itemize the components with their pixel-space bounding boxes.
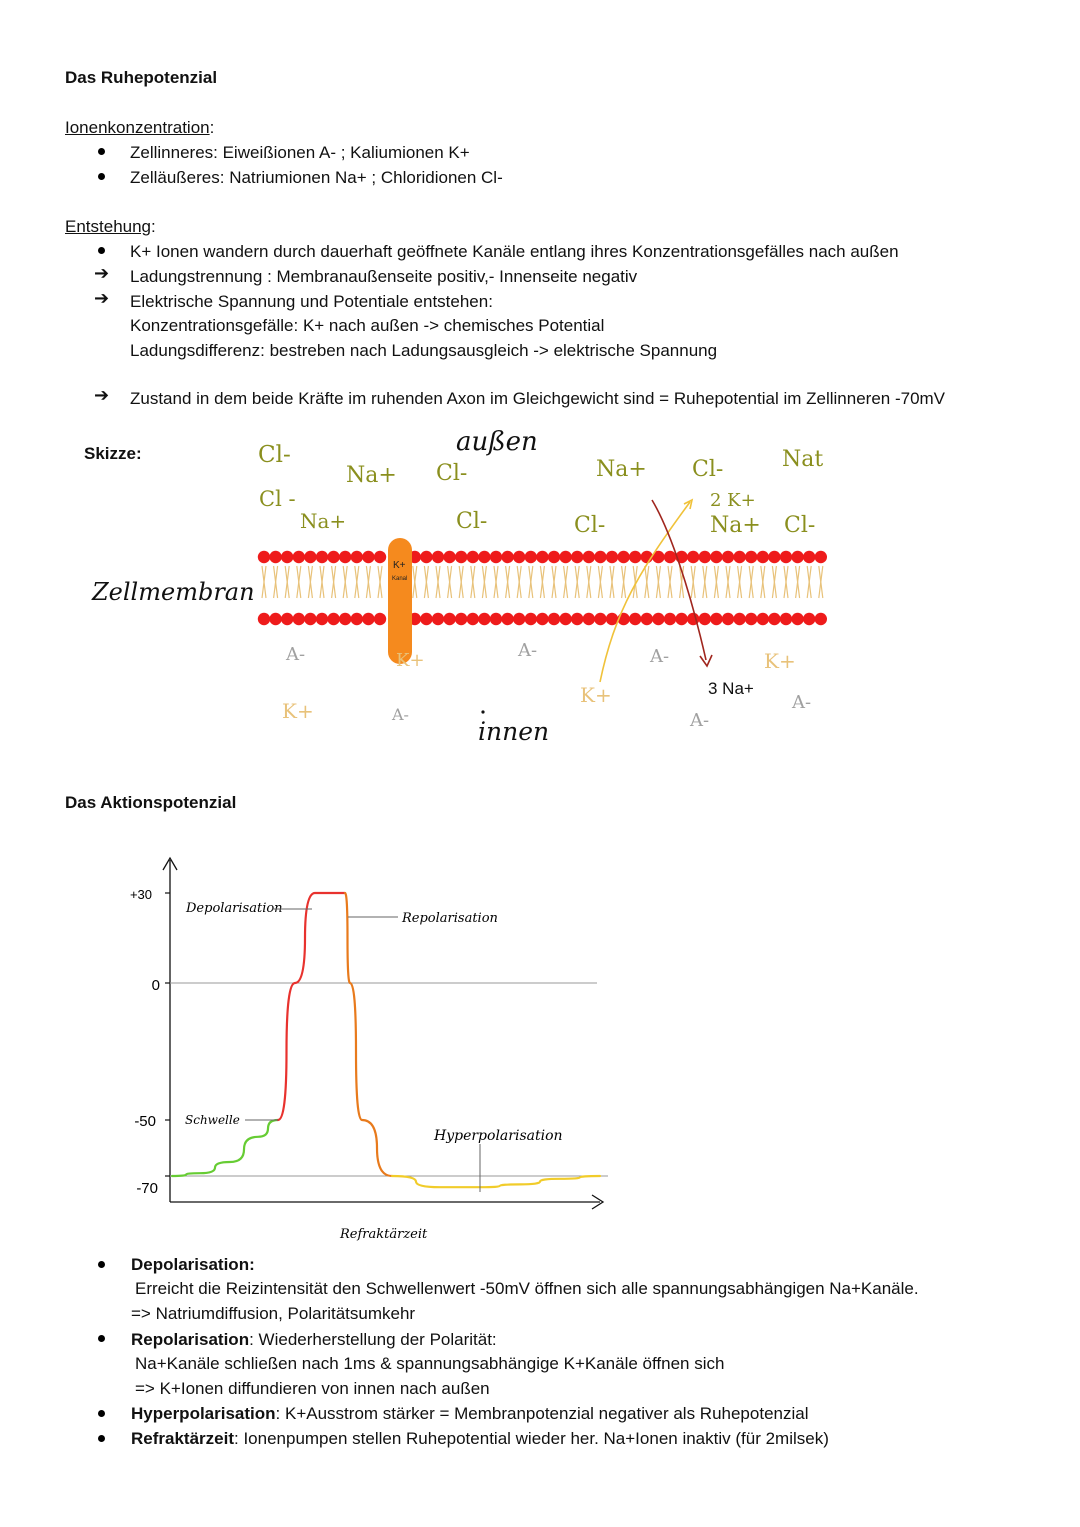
lipid-tail [774,566,776,598]
lipid-head [304,551,316,563]
lipid-tail [600,566,602,598]
lipid-tail [728,566,730,598]
lipid-tail [519,566,521,598]
lipid-head [420,613,432,625]
lipid-head [710,613,722,625]
lipid-tail [531,566,533,598]
lipid-tail [763,566,765,598]
na-out-arrow [652,500,706,660]
lipid-head [815,613,827,625]
ion-inside: A- [792,692,812,713]
refrakt-rest: : Ionenpumpen stellen Ruhepotential wieder her. Na+Ionen inaktiv (für 2milsek) [234,1429,829,1448]
lipid-head [710,551,722,563]
aussen-label: außen [456,427,538,457]
ion-outside: Cl - [259,487,296,511]
lipid-head [606,551,618,563]
lipid-head [652,613,664,625]
lipid-tail [368,566,370,598]
lipid-head [339,551,351,563]
lipid-tail [647,566,649,598]
lipid-tail [670,566,672,598]
lipid-tail [380,566,382,598]
lipid-head [269,613,281,625]
hyper-bullet [131,1402,808,1427]
depol-line: => Natriumdiffusion, Polaritätsumkehr [131,1304,416,1323]
bullet-dot [98,1261,105,1268]
bullet-dot [98,1335,105,1342]
lipid-head [664,551,676,563]
lipid-tail [357,566,359,598]
ionen-item: Zellinneres: Eiweißionen A- ; Kaliumionen K+ [130,143,470,162]
depol-title [131,1253,255,1278]
ion-outside: Na+ [300,509,347,533]
ion-inside: K+ [580,683,612,707]
y-tick-label: -50 [134,1113,156,1130]
lipid-head [559,613,571,625]
lipid-tail [299,566,301,598]
lipid-tail [554,566,556,598]
lipid-head [281,551,293,563]
k-channel [388,538,412,664]
lipid-tail [345,566,347,598]
lipid-head [594,613,606,625]
bullet-dot [98,173,105,180]
repol-line: Na+Kanäle schließen nach 1ms & spannungsabhängige K+Kanäle öffnen sich [135,1354,725,1373]
lipid-head [664,613,676,625]
lipid-head [768,613,780,625]
ion-inside: A- [650,646,670,667]
lipid-tail [484,566,486,598]
lipid-head [791,613,803,625]
arrow-right-icon: ➔ [94,288,110,308]
lipid-head [699,551,711,563]
lipid-tail [426,566,428,598]
lipid-head [362,551,374,563]
innen-label: innen [478,717,550,746]
curve-segment-repolarisation [345,893,392,1176]
lipid-tail [740,566,742,598]
lipid-head [675,613,687,625]
lipid-head [722,613,734,625]
lipid-head [571,613,583,625]
lipid-head [583,613,595,625]
lipid-tail [612,566,614,598]
y-tick-label: -70 [136,1180,158,1197]
repolarisation-label: Repolarisation [402,911,498,926]
lipid-tail [438,566,440,598]
lipid-head [443,613,455,625]
ion-inside: A- [690,710,710,731]
hyper-title-text: Hyperpolarisation [131,1404,276,1423]
lipid-head [525,551,537,563]
ionen-heading: Ionenkonzentration: [65,118,215,137]
lipid-head [327,613,339,625]
entstehung-item: Ladungstrennung : Membranaußenseite positiv,- Innenseite negativ [130,267,638,286]
entstehung-item: Elektrische Spannung und Potentiale entstehen: [130,292,493,311]
lipid-head [629,551,641,563]
lipid-head [629,613,641,625]
lipid-tail [821,566,823,598]
lipid-tail [798,566,800,598]
lipid-tail [786,566,788,598]
lipid-head [745,551,757,563]
lipid-head [733,551,745,563]
lipid-tail [310,566,312,598]
lipid-head [374,551,386,563]
ion-outside: Cl- [258,442,291,468]
lipid-tail [276,566,278,598]
lipid-tail [658,566,660,598]
lipid-head [803,551,815,563]
lipid-head [757,613,769,625]
ion-outside: Na+ [596,457,647,482]
lipid-head [467,613,479,625]
arrow-right-icon: ➔ [94,263,110,283]
lipid-head [699,613,711,625]
refraktaer-label: Refraktärzeit [340,1227,428,1242]
lipid-head [258,551,270,563]
lipid-head [571,551,583,563]
lipid-head [351,613,363,625]
lipid-head [594,551,606,563]
ion-outside: Cl- [574,513,606,538]
bullet-dot [98,1410,105,1417]
skizze-label: Skizze: [84,444,142,463]
lipid-head [478,551,490,563]
entstehung-heading-text: Entstehung [65,217,152,236]
lipid-head [455,613,467,625]
ion-inside: K+ [396,650,425,671]
action-potential-chart [0,840,1080,1250]
lipid-head [536,613,548,625]
k-channel-label: K+ [393,560,406,571]
lipid-head [478,613,490,625]
ion-inside: A- [286,644,306,665]
bullet-dot [98,247,105,254]
ion-inside: K+ [764,649,796,673]
repol-line: => K+Ionen diffundieren von innen nach außen [135,1379,490,1398]
bullet-dot [98,148,105,155]
entstehung-item: Konzentrationsgefälle: K+ nach außen -> chemisches Potential [130,316,605,335]
lipid-head [768,551,780,563]
lipid-head [722,551,734,563]
innen-dot [481,710,484,713]
lipid-tail [809,566,811,598]
lipid-head [351,551,363,563]
ion-inside: A- [392,705,409,724]
refrakt-title-text: Refraktärzeit [131,1429,234,1448]
bullet-dot [98,1435,105,1442]
lipid-tail [450,566,452,598]
y-tick-label: 0 [151,977,160,994]
membrane-bilayer [258,538,827,664]
y-tick-label: +30 [129,887,152,902]
lipid-head [316,613,328,625]
lipid-tail [496,566,498,598]
zellmembran-label: Zellmembran [92,578,255,606]
lipid-head [374,613,386,625]
lipid-head [432,613,444,625]
ion-outside: Na+ [710,513,761,538]
lipid-tail [473,566,475,598]
ion-outside: Cl- [692,457,724,482]
ion-inside: 3 Na+ [708,679,754,698]
lipid-head [525,613,537,625]
entstehung-heading: Entstehung: [65,217,156,236]
lipid-head [583,551,595,563]
curve-segment-rest [172,1120,278,1176]
lipid-head [536,551,548,563]
lipid-head [432,551,444,563]
lipid-head [548,551,560,563]
entstehung-item: K+ Ionen wandern durch dauerhaft geöffnete Kanäle entlang ihres Konzentrationsgefälles nach außen [130,242,899,261]
ion-outside: Cl- [456,509,488,534]
lipid-head [780,613,792,625]
curve-segment-hyperpolarisation [392,1176,600,1187]
lipid-tail [334,566,336,598]
lipid-head [548,613,560,625]
lipid-head [490,551,502,563]
hyper-rest: : K+Ausstrom stärker = Membranpotenzial negativer als Ruhepotenzial [275,1404,809,1423]
arrow-right-icon: ➔ [94,385,110,405]
lipid-tail [705,566,707,598]
lipid-head [467,551,479,563]
ion-outside: Nat [782,447,824,472]
schwelle-label: Schwelle [185,1113,240,1127]
lipid-head [420,551,432,563]
lipid-tail [693,566,695,598]
lipid-head [803,613,815,625]
lipid-head [339,613,351,625]
refrakt-bullet [131,1427,829,1452]
lipid-tail [566,566,568,598]
ion-outside: 2 K+ [710,490,756,511]
ruhe-title: Das Ruhepotenzial [65,68,218,87]
ionen-heading-text: Ionenkonzentration [65,118,210,137]
repol-title-text: Repolarisation [131,1330,250,1349]
hyper-label: Hyperpolarisation [434,1128,563,1144]
lipid-tail [415,566,417,598]
lipid-head [745,613,757,625]
k-channel-label: Kanal [392,576,408,582]
ionen-item: Zelläußeres: Natriumionen Na+ ; Chloridionen Cl- [130,168,503,187]
lipid-tail [589,566,591,598]
curve-segment-depolarisation [278,893,345,1120]
lipid-head [791,551,803,563]
repol-rest: : Wiederherstellung der Polarität: [249,1330,497,1349]
ion-inside: A- [518,640,538,661]
zustand-text: Zustand in dem beide Kräfte im ruhenden Axon im Gleichgewicht sind = Ruhepotential im Zellinneren -70mV [130,389,946,408]
lipid-tail [264,566,266,598]
lipid-head [501,613,513,625]
aktion-title: Das Aktionspotenzial [65,793,237,812]
lipid-head [327,551,339,563]
lipid-head [269,551,281,563]
repol-title [131,1328,497,1353]
lipid-tail [577,566,579,598]
lipid-tail [751,566,753,598]
lipid-head [293,613,305,625]
lipid-head [757,551,769,563]
lipid-head [687,551,699,563]
ion-outside: Na+ [346,463,397,488]
depolarisation-label: Depolarisation [186,901,283,916]
lipid-head [617,551,629,563]
lipid-head [559,551,571,563]
lipid-tail [322,566,324,598]
lipid-tail [542,566,544,598]
lipid-head [258,613,270,625]
ion-outside: Cl- [784,513,816,538]
lipid-head [780,551,792,563]
lipid-head [281,613,293,625]
lipid-head [316,551,328,563]
lipid-head [362,613,374,625]
lipid-head [304,613,316,625]
lipid-head [455,551,467,563]
lipid-head [815,551,827,563]
lipid-head [513,613,525,625]
lipid-tail [508,566,510,598]
lipid-head [443,551,455,563]
depol-title-text: Depolarisation: [131,1255,255,1274]
lipid-tail [624,566,626,598]
lipid-tail [716,566,718,598]
lipid-head [293,551,305,563]
lipid-tail [287,566,289,598]
lipid-head [733,613,745,625]
lipid-head [513,551,525,563]
lipid-head [490,613,502,625]
membrane-sketch [0,420,1080,760]
lipid-head [641,613,653,625]
lipid-head [501,551,513,563]
ion-outside: Cl- [436,461,468,486]
lipid-tail [461,566,463,598]
ion-inside: K+ [282,699,314,723]
entstehung-item: Ladungsdifferenz: bestreben nach Ladungsausgleich -> elektrische Spannung [130,341,718,360]
depol-line: Erreicht die Reizintensität den Schwellenwert -50mV öffnen sich alle spannungsabhängigen Na+Kanäle. [135,1279,919,1298]
